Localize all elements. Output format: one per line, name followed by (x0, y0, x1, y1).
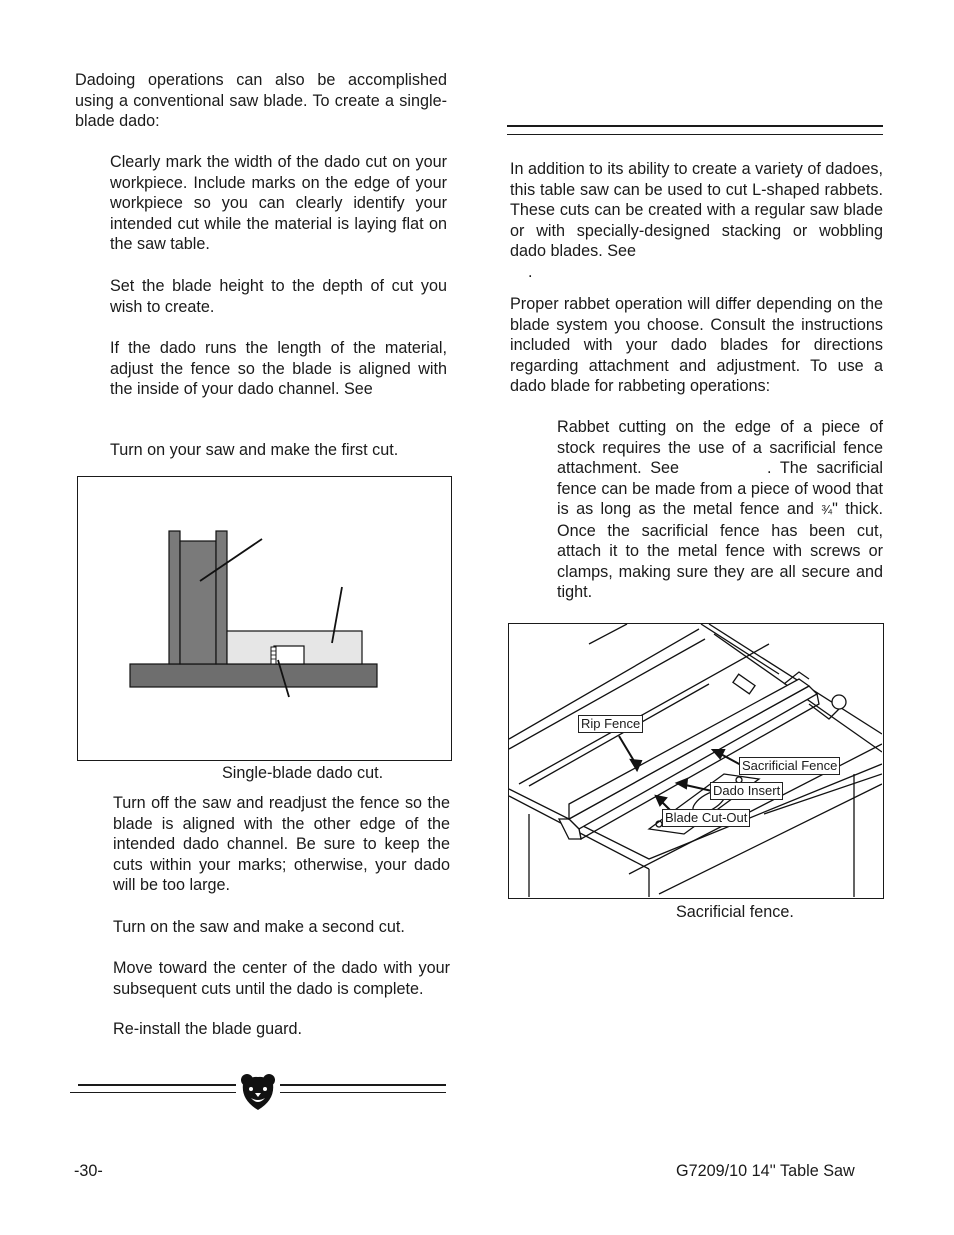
step-readjust-fence: Turn off the saw and readjust the fence so the blade is aligned with the other edge of the intended dado channel. Be sure to keep the cuts within your marks; otherwise, your dado will be too large. (113, 794, 450, 894)
model-title: G7209/10 14'' Table Saw (676, 1162, 855, 1180)
bear-logo-icon (237, 1070, 279, 1112)
step-mark-width: Clearly mark the width of the dado cut on your workpiece. Include marks on the edge of your workpiece so you can clearly identify your intended cut while the material is laying flat on the saw table. (110, 153, 447, 253)
intro-paragraph: Dadoing operations can also be accomplished using a conventional saw blade. To create a single-blade dado: (75, 71, 447, 130)
rabbet-intro-text: In addition to its ability to create a variety of dadoes, this table saw can be used to cut L-shaped rabbets. These cuts can be created with a regular saw blade or with specially-designed stacking or wobbling dado blades. See (510, 160, 883, 260)
label-blade-cutout: Blade Cut-Out (662, 809, 750, 827)
label-sacrificial-fence: Sacrificial Fence (739, 757, 840, 775)
section-header-rule-bottom (507, 134, 883, 135)
step-sacrificial-fence (557, 417, 883, 603)
sacrificial-fence-figure (508, 623, 884, 899)
single-blade-dado-figure (77, 476, 452, 761)
step-reinstall-guard: Re-install the blade guard. (113, 1020, 302, 1038)
divider-line-right (280, 1084, 446, 1086)
step-first-cut: Turn on your saw and make the first cut. (110, 441, 399, 459)
single-blade-dado-caption: Single-blade dado cut. (222, 764, 384, 782)
label-rip-fence: Rip Fence (578, 715, 643, 733)
step-adjust-fence: If the dado runs the length of the material, adjust the fence so the blade is aligned with the inside of your dado channel. See (110, 339, 447, 398)
section-header-rule-top (507, 125, 883, 127)
page-number: -30- (74, 1162, 103, 1180)
step-sacrificial-text-a: Rabbet cutting on the edge of a piece of stock requires the use of a sacrificial fence attachment. See (557, 418, 883, 477)
step-second-cut: Turn on the saw and make a second cut. (113, 918, 405, 936)
rabbet-blade-paragraph: Proper rabbet operation will differ depending on the blade system you choose. Consult the instructions included with your dado blades for directions regarding attachment and adjustment. To use a dado blade for rabbeting operations: (510, 295, 883, 395)
step-subsequent-cuts: Move toward the center of the dado with your subsequent cuts until the dado is complete. (113, 959, 450, 998)
divider-line-left-thin (70, 1092, 236, 1093)
sacrificial-fence-caption: Sacrificial fence. (676, 903, 794, 921)
step-set-height: Set the blade height to the depth of cut you wish to create. (110, 277, 447, 316)
divider-line-right-thin (280, 1092, 446, 1093)
rabbet-intro-tail: . (528, 262, 533, 281)
step-sacrificial-text-b: . The sacrificial fence can be made from a piece of wood that is as long as the metal fence and (557, 459, 884, 518)
label-dado-insert: Dado Insert (710, 782, 783, 800)
rabbet-intro-paragraph (510, 159, 883, 282)
step-sacrificial-text-c: " thick. Once the sacrificial fence has been cut, attach it to the metal fence with screws or clamps, making sure they are all secure and tight. (557, 500, 884, 601)
divider-line-left (78, 1084, 236, 1086)
fraction-three-quarters: ¾ (821, 502, 833, 517)
dado-cut-illustration (78, 477, 450, 759)
